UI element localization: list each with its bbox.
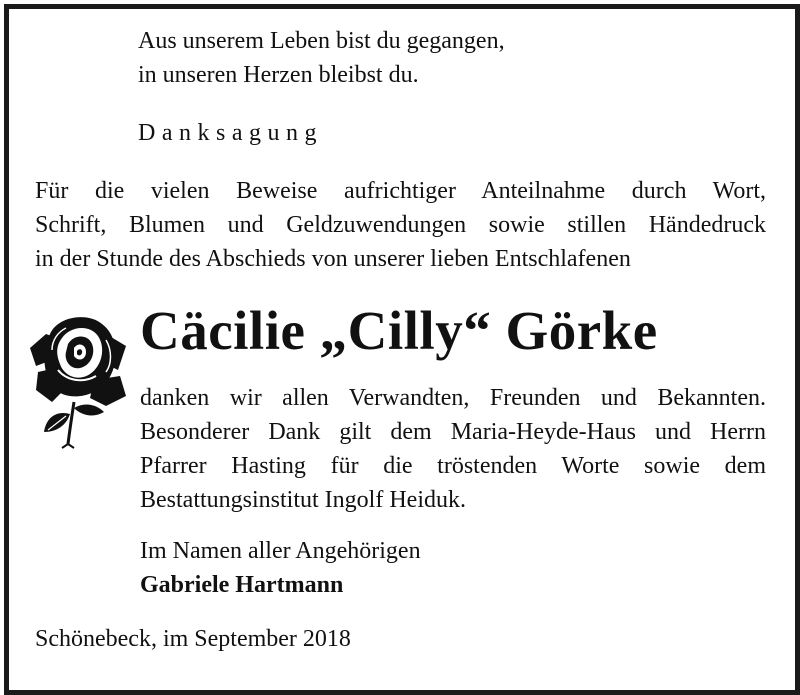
- deceased-name: Cäcilie „Cilly“ Görke: [140, 300, 658, 361]
- intro-paragraph: [35, 174, 766, 276]
- thanks-paragraph: [140, 381, 766, 517]
- signature-name: Gabriele Hartmann: [140, 572, 344, 598]
- thanks-line-1: danken wir allen Verwandten, Freunden und Bekannten.: [140, 385, 766, 411]
- motto: [138, 24, 505, 92]
- place-date: Schönebeck, im September 2018: [35, 626, 351, 652]
- thanks-line-2: Besonderer Dank gilt dem Maria-Heyde-Haus und Herrn: [140, 419, 766, 445]
- thanks-line-3: Pfarrer Hasting für die tröstenden Worte sowie dem: [140, 453, 766, 479]
- intro-line-2: Schrift, Blumen und Geldzuwendungen sowie stillen Händedruck: [35, 212, 766, 238]
- intro-line-3: in der Stunde des Abschieds von unserer lieben Entschlafenen: [35, 246, 631, 272]
- rose-icon: [22, 310, 132, 450]
- intro-line-1: Für die vielen Beweise aufrichtiger Anteilnahme durch Wort,: [35, 178, 766, 204]
- heading: Danksagung: [138, 120, 323, 146]
- motto-line-2: in unseren Herzen bleibst du.: [138, 62, 419, 88]
- signature-intro: Im Namen aller Angehörigen: [140, 538, 421, 564]
- thanks-line-4: Bestattungsinstitut Ingolf Heiduk.: [140, 487, 466, 513]
- motto-line-1: Aus unserem Leben bist du gegangen,: [138, 28, 505, 54]
